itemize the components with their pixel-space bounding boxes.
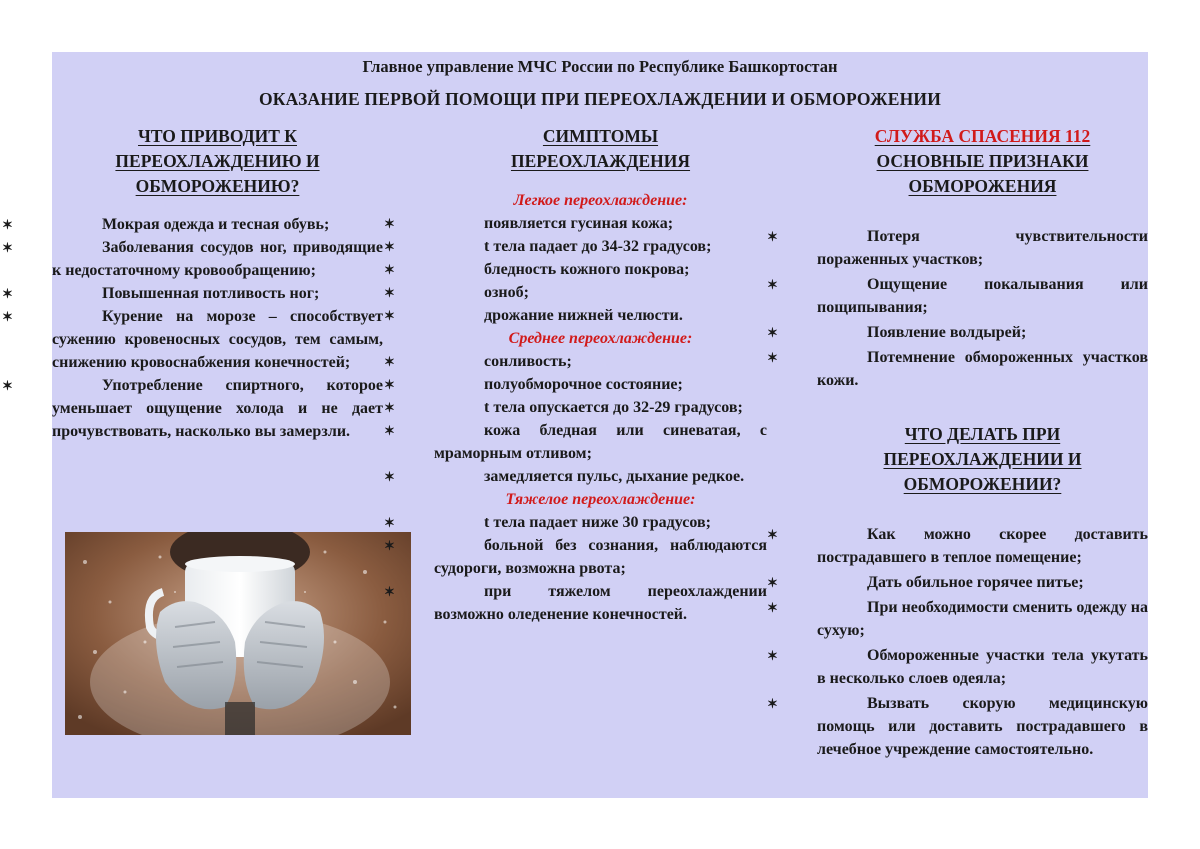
list-item-text: кожа бледная или синеватая, с мраморным отливом; bbox=[434, 422, 767, 462]
list-item bbox=[384, 534, 767, 580]
star-bullet-icon: ✶ bbox=[767, 229, 778, 244]
list-item-text: Ощущение покалывания или пощипывания; bbox=[817, 276, 1148, 316]
list-item bbox=[384, 419, 767, 465]
star-bullet-icon: ✶ bbox=[384, 469, 395, 484]
list-item-text: При необходимости сменить одежду на сухую; bbox=[817, 599, 1148, 639]
symptoms-title-line: СИМПТОМЫ bbox=[542, 126, 659, 146]
list-item-text: больной без сознания, наблюдаются судороги, возможна рвота; bbox=[434, 537, 767, 577]
list-item bbox=[2, 374, 383, 443]
list-item bbox=[767, 225, 1148, 271]
list-item-text: Обмороженные участки тела укутать в несколько слоев одеяла; bbox=[817, 647, 1148, 687]
star-bullet-icon: ✶ bbox=[2, 240, 13, 255]
list-item bbox=[767, 523, 1148, 569]
star-bullet-icon: ✶ bbox=[384, 515, 395, 530]
mild-hypothermia-label: Легкое переохлаждение: bbox=[513, 192, 688, 209]
list-item bbox=[2, 282, 383, 305]
list-item-text: Вызвать скорую медицинскую помощь или доставить пострадавшего в лечебное учреждение самостоятельно. bbox=[817, 695, 1148, 758]
actions-title-line: ПЕРЕОХЛАЖДЕНИИ И bbox=[883, 449, 1082, 469]
star-bullet-icon: ✶ bbox=[384, 538, 395, 553]
star-bullet-icon: ✶ bbox=[384, 354, 395, 369]
list-item-text: Курение на морозе – способствует сужению кровеносных сосудов, тем самым, снижению кровоснабжения конечностей; bbox=[52, 308, 383, 371]
star-bullet-icon: ✶ bbox=[2, 378, 13, 393]
list-item-text: t тела опускается до 32-29 градусов; bbox=[484, 399, 743, 416]
list-item-text: Как можно скорее доставить пострадавшего в теплое помещение; bbox=[817, 526, 1148, 566]
list-item bbox=[767, 321, 1148, 344]
list-item bbox=[2, 213, 383, 236]
causes-column bbox=[2, 124, 383, 443]
causes-title-line: ПЕРЕОХЛАЖДЕНИЮ И bbox=[115, 151, 320, 171]
list-item bbox=[384, 373, 767, 396]
star-bullet-icon: ✶ bbox=[767, 325, 778, 340]
list-item-text: при тяжелом переохлаждении возможно оледенение конечностей. bbox=[434, 583, 767, 623]
symptoms-column bbox=[384, 124, 767, 626]
star-bullet-icon: ✶ bbox=[384, 262, 395, 277]
list-item bbox=[384, 304, 767, 327]
list-item-text: появляется гусиная кожа; bbox=[484, 215, 674, 232]
actions-title bbox=[817, 422, 1148, 497]
signs-title-line: ОБМОРОЖЕНИЯ bbox=[908, 176, 1057, 196]
list-item bbox=[384, 235, 767, 258]
first-aid-actions-list bbox=[767, 523, 1148, 761]
mild-symptoms-list bbox=[384, 212, 767, 327]
list-item bbox=[767, 596, 1148, 642]
list-item-text: Мокрая одежда и тесная обувь; bbox=[102, 216, 330, 233]
frostbite-title bbox=[817, 124, 1148, 199]
severe-hypothermia-label: Тяжелое переохлаждение: bbox=[505, 491, 696, 508]
list-item bbox=[767, 273, 1148, 319]
star-bullet-icon: ✶ bbox=[767, 600, 778, 615]
list-item bbox=[767, 571, 1148, 594]
list-item-text: сонливость; bbox=[484, 353, 572, 370]
causes-title-line: ОБМОРОЖЕНИЮ? bbox=[135, 176, 300, 196]
list-item-text: Появление волдырей; bbox=[867, 324, 1027, 341]
moderate-symptoms-list bbox=[384, 350, 767, 488]
list-item-text: t тела падает до 34-32 градусов; bbox=[484, 238, 712, 255]
list-item bbox=[767, 692, 1148, 761]
list-item-text: Употребление спиртного, которое уменьшает ощущение холода и не дает прочувствовать, насколько вы замерзли. bbox=[52, 377, 383, 440]
list-item-text: замедляется пульс, дыхание редкое. bbox=[484, 468, 745, 485]
list-item-text: Дать обильное горячее питье; bbox=[867, 574, 1084, 591]
symptoms-title bbox=[434, 124, 767, 174]
list-item bbox=[2, 305, 383, 374]
frostbite-signs-list bbox=[767, 225, 1148, 392]
list-item-text: бледность кожного покрова; bbox=[484, 261, 690, 278]
list-item-text: Потеря чувствительности пораженных участков; bbox=[817, 228, 1148, 268]
list-item bbox=[384, 396, 767, 419]
star-bullet-icon: ✶ bbox=[384, 400, 395, 415]
moderate-hypothermia-label: Среднее переохлаждение: bbox=[508, 330, 693, 347]
star-bullet-icon: ✶ bbox=[384, 285, 395, 300]
causes-title bbox=[52, 124, 383, 199]
actions-title-line: ОБМОРОЖЕНИИ? bbox=[903, 474, 1062, 494]
list-item bbox=[2, 236, 383, 282]
actions-title-line: ЧТО ДЕЛАТЬ ПРИ bbox=[904, 424, 1061, 444]
leaflet-title: ОКАЗАНИЕ ПЕРВОЙ ПОМОЩИ ПРИ ПЕРЕОХЛАЖДЕНИИ И ОБМОРОЖЕНИИ bbox=[258, 89, 942, 109]
star-bullet-icon: ✶ bbox=[384, 423, 395, 438]
list-item-text: озноб; bbox=[484, 284, 529, 301]
star-bullet-icon: ✶ bbox=[384, 584, 395, 599]
star-bullet-icon: ✶ bbox=[2, 286, 13, 301]
star-bullet-icon: ✶ bbox=[384, 377, 395, 392]
list-item bbox=[384, 580, 767, 626]
star-bullet-icon: ✶ bbox=[2, 309, 13, 324]
list-item-text: дрожание нижней челюсти. bbox=[484, 307, 683, 324]
list-item-text: Потемнение обмороженных участков кожи. bbox=[817, 349, 1148, 389]
list-item bbox=[767, 346, 1148, 392]
rescue-service-heading: СЛУЖБА СПАСЕНИЯ 112 bbox=[874, 126, 1091, 146]
list-item bbox=[384, 281, 767, 304]
star-bullet-icon: ✶ bbox=[767, 648, 778, 663]
star-bullet-icon: ✶ bbox=[767, 277, 778, 292]
star-bullet-icon: ✶ bbox=[384, 216, 395, 231]
list-item-text: t тела падает ниже 30 градусов; bbox=[484, 514, 711, 531]
list-item bbox=[384, 511, 767, 534]
list-item-text: Заболевания сосудов ног, приводящие к недостаточному кровообращению; bbox=[52, 239, 383, 279]
photo-hands-with-mug bbox=[65, 532, 411, 735]
organization-name: Главное управление МЧС России по Республике Башкортостан bbox=[362, 57, 838, 76]
star-bullet-icon: ✶ bbox=[767, 350, 778, 365]
list-item bbox=[767, 644, 1148, 690]
star-bullet-icon: ✶ bbox=[767, 527, 778, 542]
list-item-text: полуобморочное состояние; bbox=[484, 376, 683, 393]
list-item bbox=[384, 350, 767, 373]
star-bullet-icon: ✶ bbox=[767, 696, 778, 711]
star-bullet-icon: ✶ bbox=[384, 308, 395, 323]
star-bullet-icon: ✶ bbox=[767, 575, 778, 590]
star-bullet-icon: ✶ bbox=[384, 239, 395, 254]
causes-list bbox=[2, 213, 383, 443]
list-item-text: Повышенная потливость ног; bbox=[102, 285, 320, 302]
leaflet-sheet bbox=[2, 52, 1148, 798]
symptoms-title-line: ПЕРЕОХЛАЖДЕНИЯ bbox=[510, 151, 691, 171]
causes-title-line: ЧТО ПРИВОДИТ К bbox=[138, 126, 297, 146]
frostbite-column bbox=[767, 124, 1148, 761]
list-item bbox=[384, 465, 767, 488]
signs-title-line: ОСНОВНЫЕ ПРИЗНАКИ bbox=[876, 151, 1089, 171]
severe-symptoms-list bbox=[384, 511, 767, 626]
list-item bbox=[384, 258, 767, 281]
star-bullet-icon: ✶ bbox=[2, 217, 13, 232]
list-item bbox=[384, 212, 767, 235]
